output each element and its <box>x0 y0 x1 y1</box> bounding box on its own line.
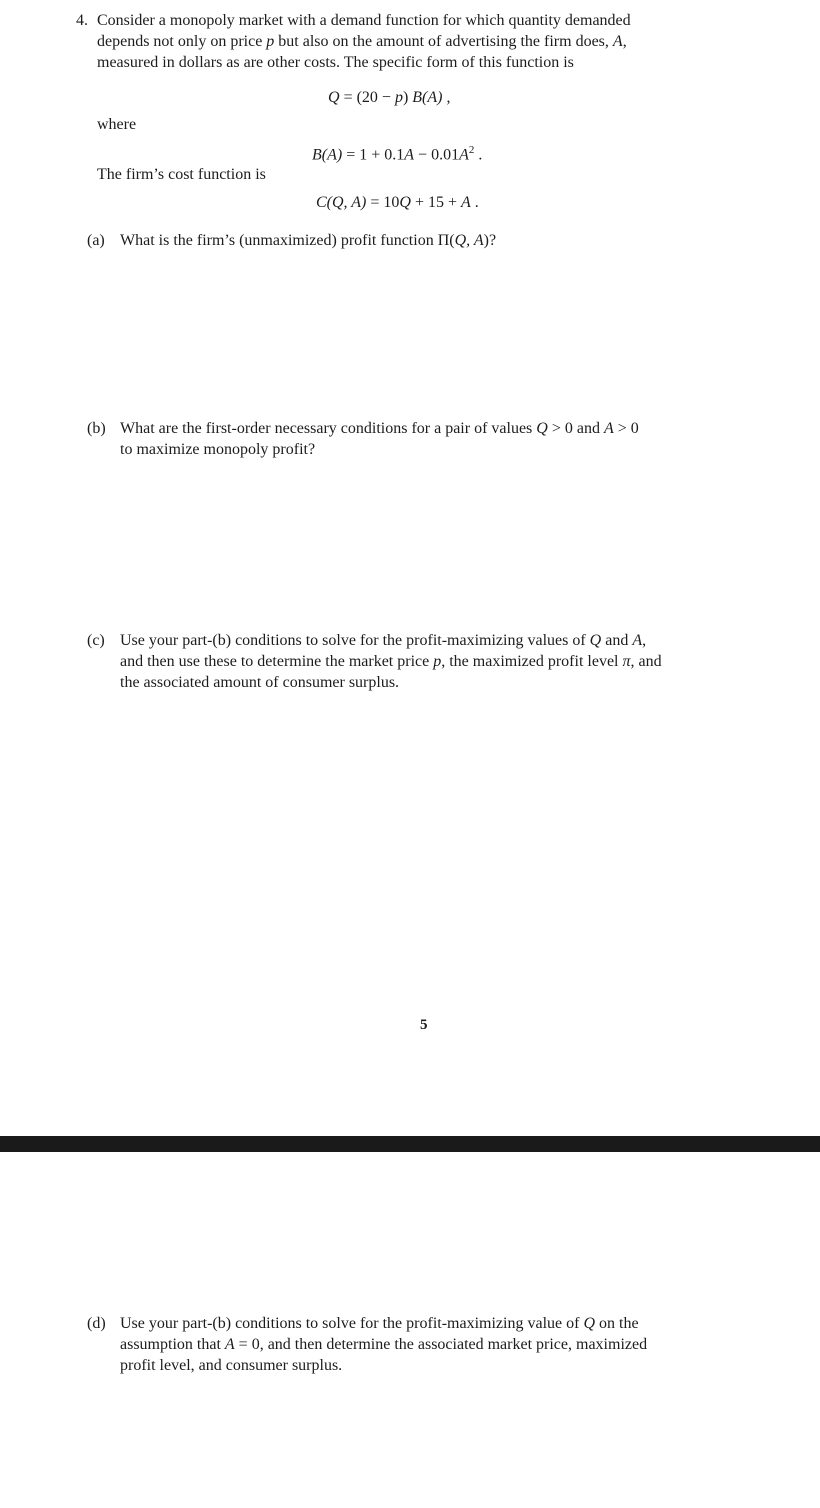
part-a-question <box>120 230 787 251</box>
advert-eq-end: . <box>474 146 483 164</box>
demand-eq-end: , <box>442 89 451 106</box>
part-a-text: What is the firm’s (unmaximized) profit function Π( <box>120 232 455 249</box>
advert-eq-a2: A <box>404 146 415 164</box>
part-b-var-q: Q <box>536 420 548 437</box>
part-c <box>87 630 787 693</box>
part-d-var-q: Q <box>583 1315 595 1332</box>
cost-label: The firm’s cost function is <box>97 166 266 183</box>
part-b-line-2: to maximize monopoly profit? <box>120 441 316 458</box>
part-b-question <box>120 418 787 460</box>
problem-number: 4. <box>76 12 88 29</box>
demand-eq-rhs: = (20 − <box>339 89 395 106</box>
intro-line-2c: , <box>622 33 627 50</box>
part-d-question <box>120 1313 787 1376</box>
part-c-line-1a: Use your part-(b) conditions to solve for the profit-maximizing values of <box>120 632 590 649</box>
cost-eq-q: Q <box>399 194 411 211</box>
part-d <box>87 1313 787 1376</box>
part-d-line-2a: assumption that <box>120 1336 225 1353</box>
advert-eq-exponent: 2 <box>468 144 475 156</box>
cost-eq-c: C <box>316 194 327 211</box>
cost-eq-mid: = 10 <box>366 194 400 211</box>
cost-eq-plus: + 15 + <box>410 194 462 211</box>
part-b-cond-1: > 0 and <box>547 420 604 437</box>
demand-eq-tail: ) <box>402 89 413 106</box>
demand-eq-a: (A) <box>422 89 443 106</box>
part-d-line-2b: = 0, and then determine the associated market price, maximized <box>234 1336 648 1353</box>
advert-eq-mid: = 1 + 0.1 <box>342 146 405 164</box>
var-a: A <box>612 33 623 50</box>
part-c-question <box>120 630 787 693</box>
where-label: where <box>97 116 137 133</box>
part-d-line-1a: Use your part-(b) conditions to solve for the profit-maximizing value of <box>120 1315 584 1332</box>
part-b-cond-2: > 0 <box>613 420 639 437</box>
part-c-line-1c: , <box>642 632 647 649</box>
part-d-line-3: profit level, and consumer surplus. <box>120 1357 343 1374</box>
cost-eq-a: A <box>461 194 471 211</box>
intro-line-1: Consider a monopoly market with a demand function for which quantity demanded <box>97 12 631 29</box>
var-p: p <box>266 33 275 50</box>
cost-eq-end: . <box>470 194 479 211</box>
intro-line-2b: but also on the amount of advertising the firm does, <box>274 33 613 50</box>
part-d-line-1b: on the <box>595 1315 639 1332</box>
part-b <box>87 418 787 460</box>
part-b-label: (b) <box>87 420 106 437</box>
part-c-var-q: Q <box>589 632 602 649</box>
cost-eq-args: (Q, A) <box>326 194 367 211</box>
part-a-label: (a) <box>87 232 105 249</box>
page-divider <box>0 1136 820 1152</box>
part-c-var-a: A <box>632 632 643 649</box>
part-c-label: (c) <box>87 632 105 649</box>
cost-equation <box>316 192 479 213</box>
part-c-line-2c: , and <box>630 653 662 670</box>
part-c-var-p: p <box>433 653 442 670</box>
intro-line-2a: depends not only on price <box>97 33 267 50</box>
demand-eq-b: B <box>412 89 423 106</box>
part-a-args: Q, A <box>454 232 484 249</box>
advert-eq-a3: A <box>459 146 469 164</box>
page-lower <box>0 1152 820 1508</box>
advert-eq-a: (A) <box>321 146 343 164</box>
demand-eq-q: Q <box>328 89 340 106</box>
part-c-line-2a: and then use these to determine the market price <box>120 653 434 670</box>
advertising-equation <box>312 140 482 165</box>
problem-intro <box>76 10 776 73</box>
part-c-var-pi: π <box>622 653 631 670</box>
part-d-var-a: A <box>224 1336 235 1353</box>
part-c-line-1b: and <box>601 632 633 649</box>
part-b-var-a: A <box>603 420 614 437</box>
demand-eq-p: p <box>394 89 403 106</box>
part-a-end: )? <box>483 232 497 249</box>
problem-statement <box>97 10 776 73</box>
demand-equation <box>328 87 450 108</box>
advert-eq-b: B <box>312 146 322 164</box>
part-b-line-1: What are the first-order necessary conditions for a pair of values <box>120 420 537 437</box>
part-a <box>87 230 787 251</box>
part-c-line-2b: , the maximized profit level <box>441 653 623 670</box>
part-d-label: (d) <box>87 1315 106 1332</box>
advert-eq-minus: − 0.01 <box>414 146 460 164</box>
intro-line-3: measured in dollars as are other costs. The specific form of this function is <box>97 54 574 71</box>
page-number: 5 <box>420 1017 428 1033</box>
part-c-line-3: the associated amount of consumer surplus. <box>120 674 400 691</box>
